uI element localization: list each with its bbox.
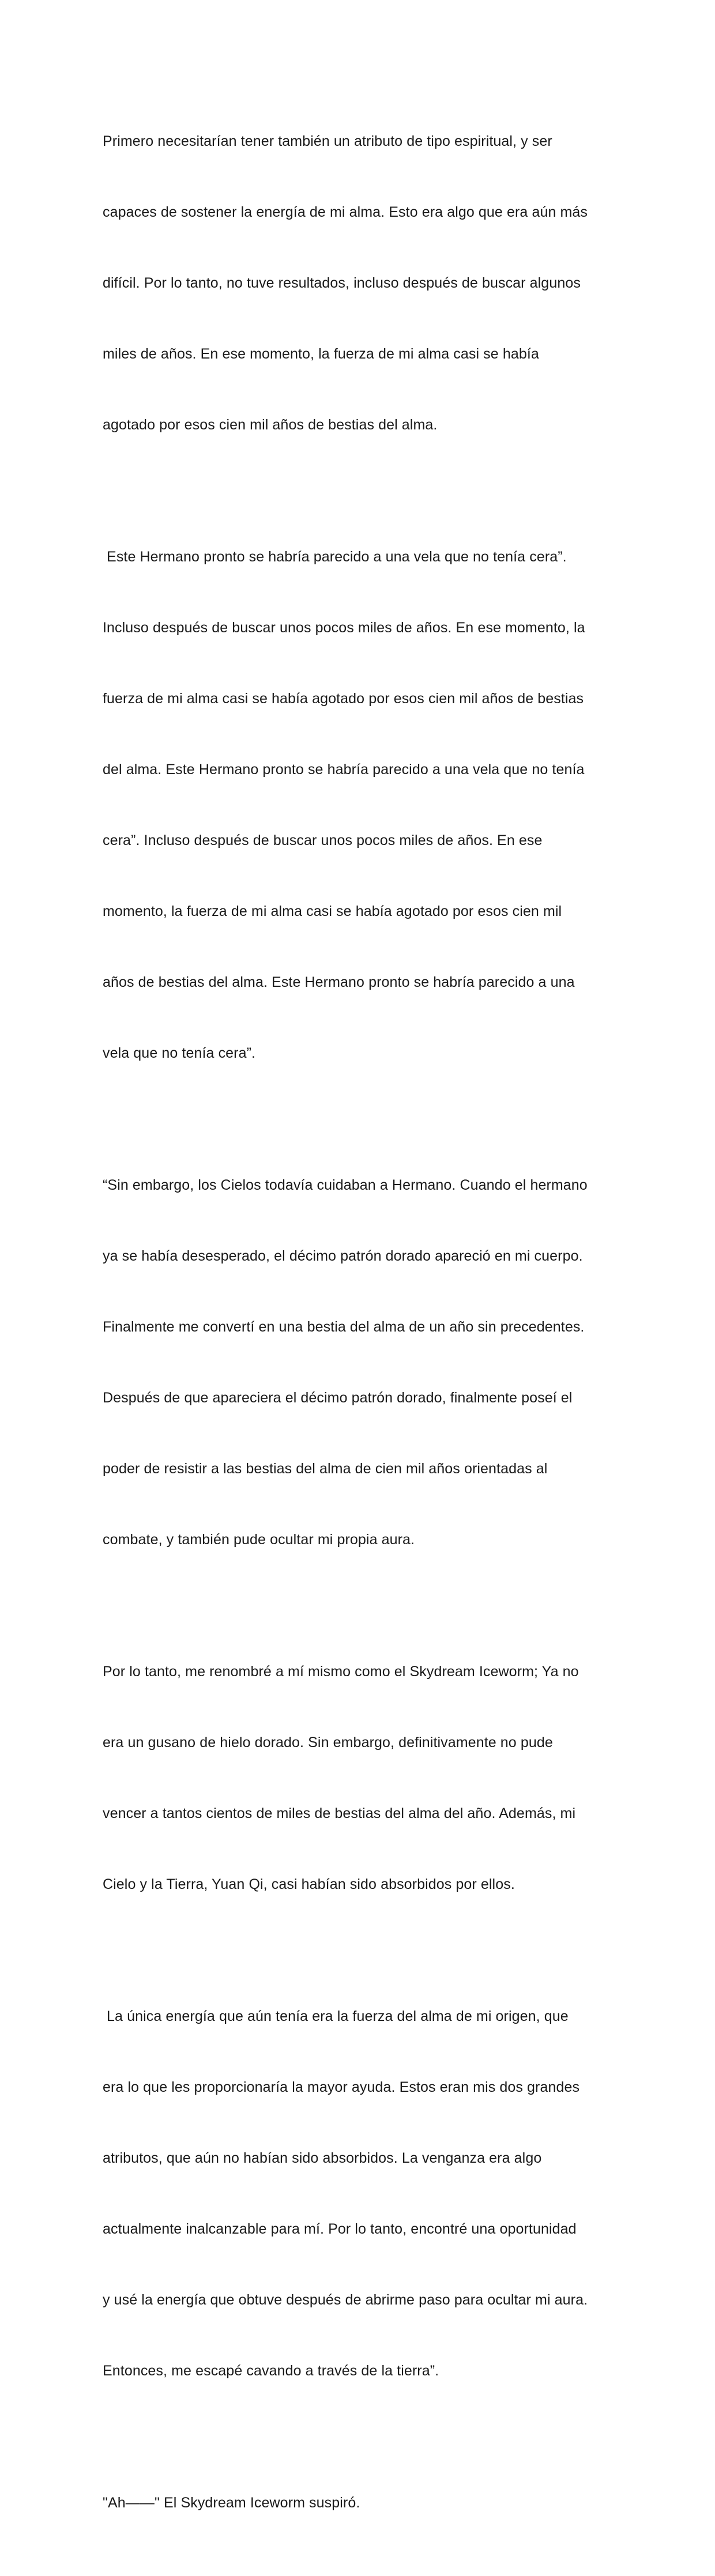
text-line: Incluso después de buscar unos pocos miles de años. En ese momento, la [103,620,585,636]
text-line: difícil. Por lo tanto, no tuve resultados, incluso después de buscar algunos [103,275,581,291]
text-line: capaces de sostener la energía de mi alma. Esto era algo que era aún más [103,204,588,220]
text-line: años de bestias del alma. Este Hermano pronto se habría parecido a una [103,974,575,990]
text-line: era un gusano de hielo dorado. Sin embargo, definitivamente no pude [103,1734,553,1751]
text-line: Por lo tanto, me renombré a mí mismo como el Skydream Iceworm; Ya no [103,1664,579,1680]
text-line: momento, la fuerza de mi alma casi se había agotado por esos cien mil [103,903,562,919]
text-line: miles de años. En ese momento, la fuerza de mi alma casi se había [103,346,539,362]
text-line: cera”. Incluso después de buscar unos pocos miles de años. En ese [103,832,543,848]
text-line: Después de que apareciera el décimo patrón dorado, finalmente poseí el [103,1390,573,1406]
text-line: ya se había desesperado, el décimo patrón dorado apareció en mi cuerpo. [103,1248,583,1264]
text-line: "Ah——" El Skydream Iceworm suspiró. [103,2495,360,2511]
paragraph-5 [103,1958,622,2430]
text-line: actualmente inalcanzable para mí. Por lo tanto, encontré una oportunidad [103,2221,577,2237]
text-line: poder de resistir a las bestias del alma de cien mil años orientadas al [103,1461,548,1477]
text-line: fuerza de mi alma casi se había agotado por esos cien mil años de bestias [103,691,584,707]
text-line: Finalmente me convertí en una bestia del alma de un año sin precedentes. [103,1319,585,1335]
paragraph-2 [103,498,622,1112]
text-body [103,82,622,2576]
text-line: vencer a tantos cientos de miles de bestias del alma del año. Además, mi [103,1805,576,1821]
paragraph-6 [103,2444,622,2562]
text-line: atributos, que aún no habían sido absorbidos. La venganza era algo [103,2150,542,2166]
text-line: combate, y también pude ocultar mi propia aura. [103,1532,415,1548]
text-line: del alma. Este Hermano pronto se habría parecido a una vela que no tenía [103,761,585,778]
text-line: Cielo y la Tierra, Yuan Qi, casi habían sido absorbidos por ellos. [103,1876,515,1892]
paragraph-1 [103,82,622,484]
text-line: “Sin embargo, los Cielos todavía cuidaban a Hermano. Cuando el hermano [103,1177,588,1193]
text-line: agotado por esos cien mil años de bestias del alma. [103,417,438,433]
paragraph-4 [103,1613,622,1944]
text-line: y usé la energía que obtuve después de abrirme paso para ocultar mi aura. [103,2292,588,2308]
paragraph-3 [103,1126,622,1599]
text-line: La única energía que aún tenía era la fuerza del alma de mi origen, que [103,2008,569,2024]
text-line: Primero necesitarían tener también un atributo de tipo espiritual, y ser [103,133,552,149]
text-line: Entonces, me escapé cavando a través de la tierra”. [103,2363,439,2379]
text-line: vela que no tenía cera”. [103,1045,256,1061]
text-line: Este Hermano pronto se habría parecido a una vela que no tenía cera”. [103,549,567,565]
text-line: era lo que les proporcionaría la mayor ayuda. Estos eran mis dos grandes [103,2079,580,2095]
